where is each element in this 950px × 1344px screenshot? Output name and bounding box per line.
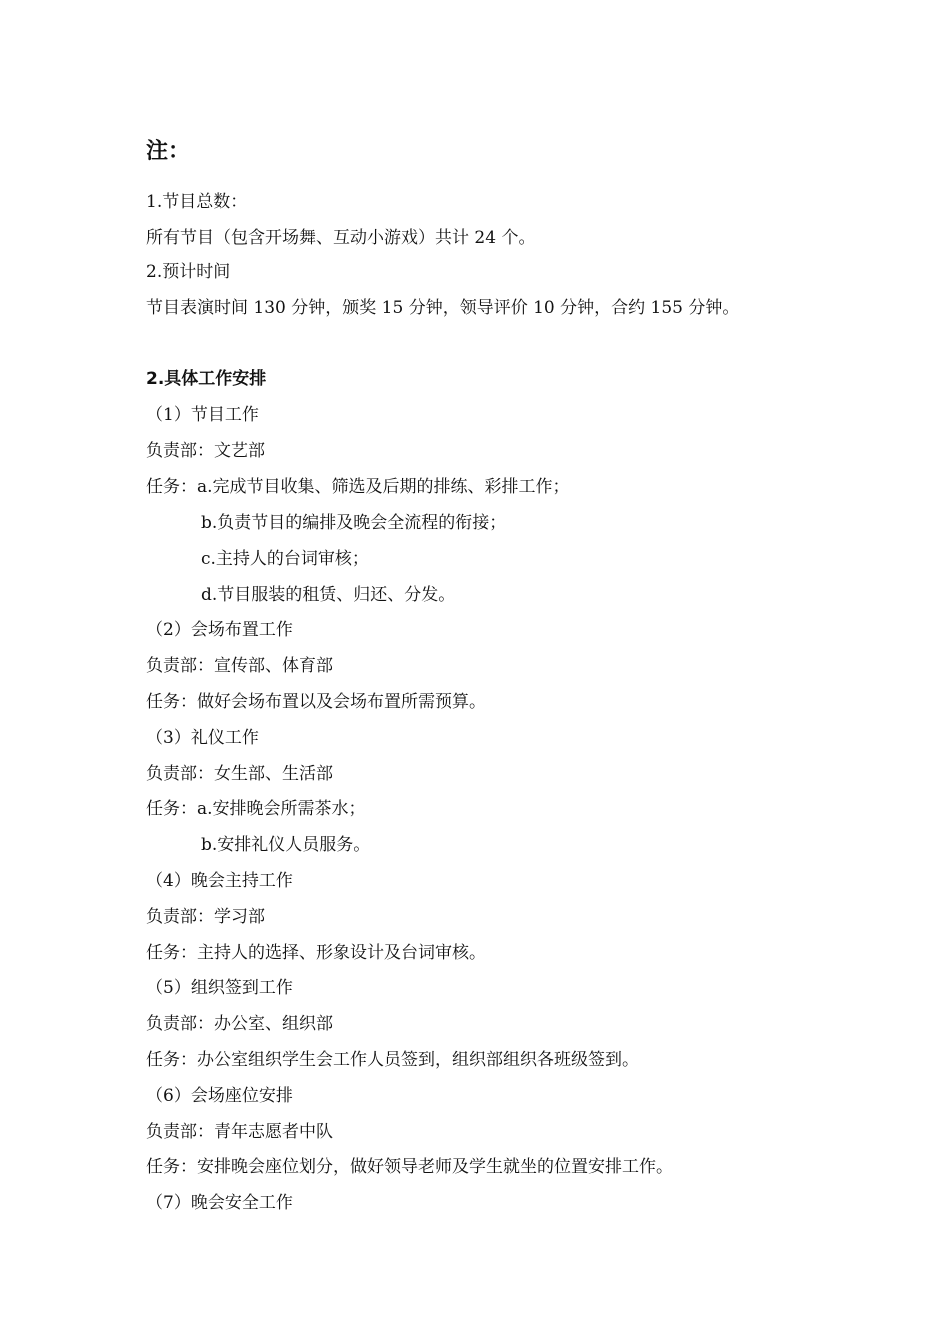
task-line: 任务：办公室组织学生会工作人员签到，组织部组织各班级签到。 (146, 1050, 639, 1070)
responsible-dept: 负责部：青年志愿者中队 (146, 1122, 333, 1142)
subsection-title: （7）晚会安全工作 (146, 1193, 293, 1213)
note-heading: 注： (146, 139, 191, 164)
task-line: 任务：主持人的选择、形象设计及台词审核。 (146, 943, 486, 963)
note-line: 2.预计时间 (146, 262, 231, 282)
responsible-dept: 负责部：学习部 (146, 907, 265, 927)
responsible-dept: 负责部：宣传部、体育部 (146, 656, 333, 676)
subsection-title: （5）组织签到工作 (146, 978, 293, 998)
task-line: d.节目服装的租赁、归还、分发。 (201, 585, 456, 605)
subsection-title: （2）会场布置工作 (146, 620, 293, 640)
subsection-title: （4）晚会主持工作 (146, 871, 293, 891)
responsible-dept: 负责部：办公室、组织部 (146, 1014, 333, 1034)
task-line: b.安排礼仪人员服务。 (201, 835, 371, 855)
task-line: 任务：a.安排晚会所需茶水； (146, 799, 366, 819)
task-line: 任务：做好会场布置以及会场布置所需预算。 (146, 692, 486, 712)
subsection-title: （3）礼仪工作 (146, 728, 259, 748)
responsible-dept: 负责部：文艺部 (146, 441, 265, 461)
section-heading: 2.具体工作安排 (146, 369, 267, 389)
subsection-title: （6）会场座位安排 (146, 1086, 293, 1106)
task-line: 任务：安排晚会座位划分，做好领导老师及学生就坐的位置安排工作。 (146, 1157, 673, 1177)
note-line: 1.节目总数： (146, 192, 248, 212)
subsection-title: （1）节目工作 (146, 405, 259, 425)
task-line: c.主持人的台词审核； (201, 549, 369, 569)
task-line: 任务：a.完成节目收集、筛选及后期的排练、彩排工作； (146, 477, 570, 497)
task-line: b.负责节目的编排及晚会全流程的衔接； (201, 513, 507, 533)
note-line: 所有节目（包含开场舞、互动小游戏）共计 24 个。 (146, 228, 536, 248)
responsible-dept: 负责部：女生部、生活部 (146, 764, 333, 784)
note-line: 节目表演时间 130 分钟，颁奖 15 分钟，领导评价 10 分钟，合约 155 分钟。 (146, 298, 740, 318)
